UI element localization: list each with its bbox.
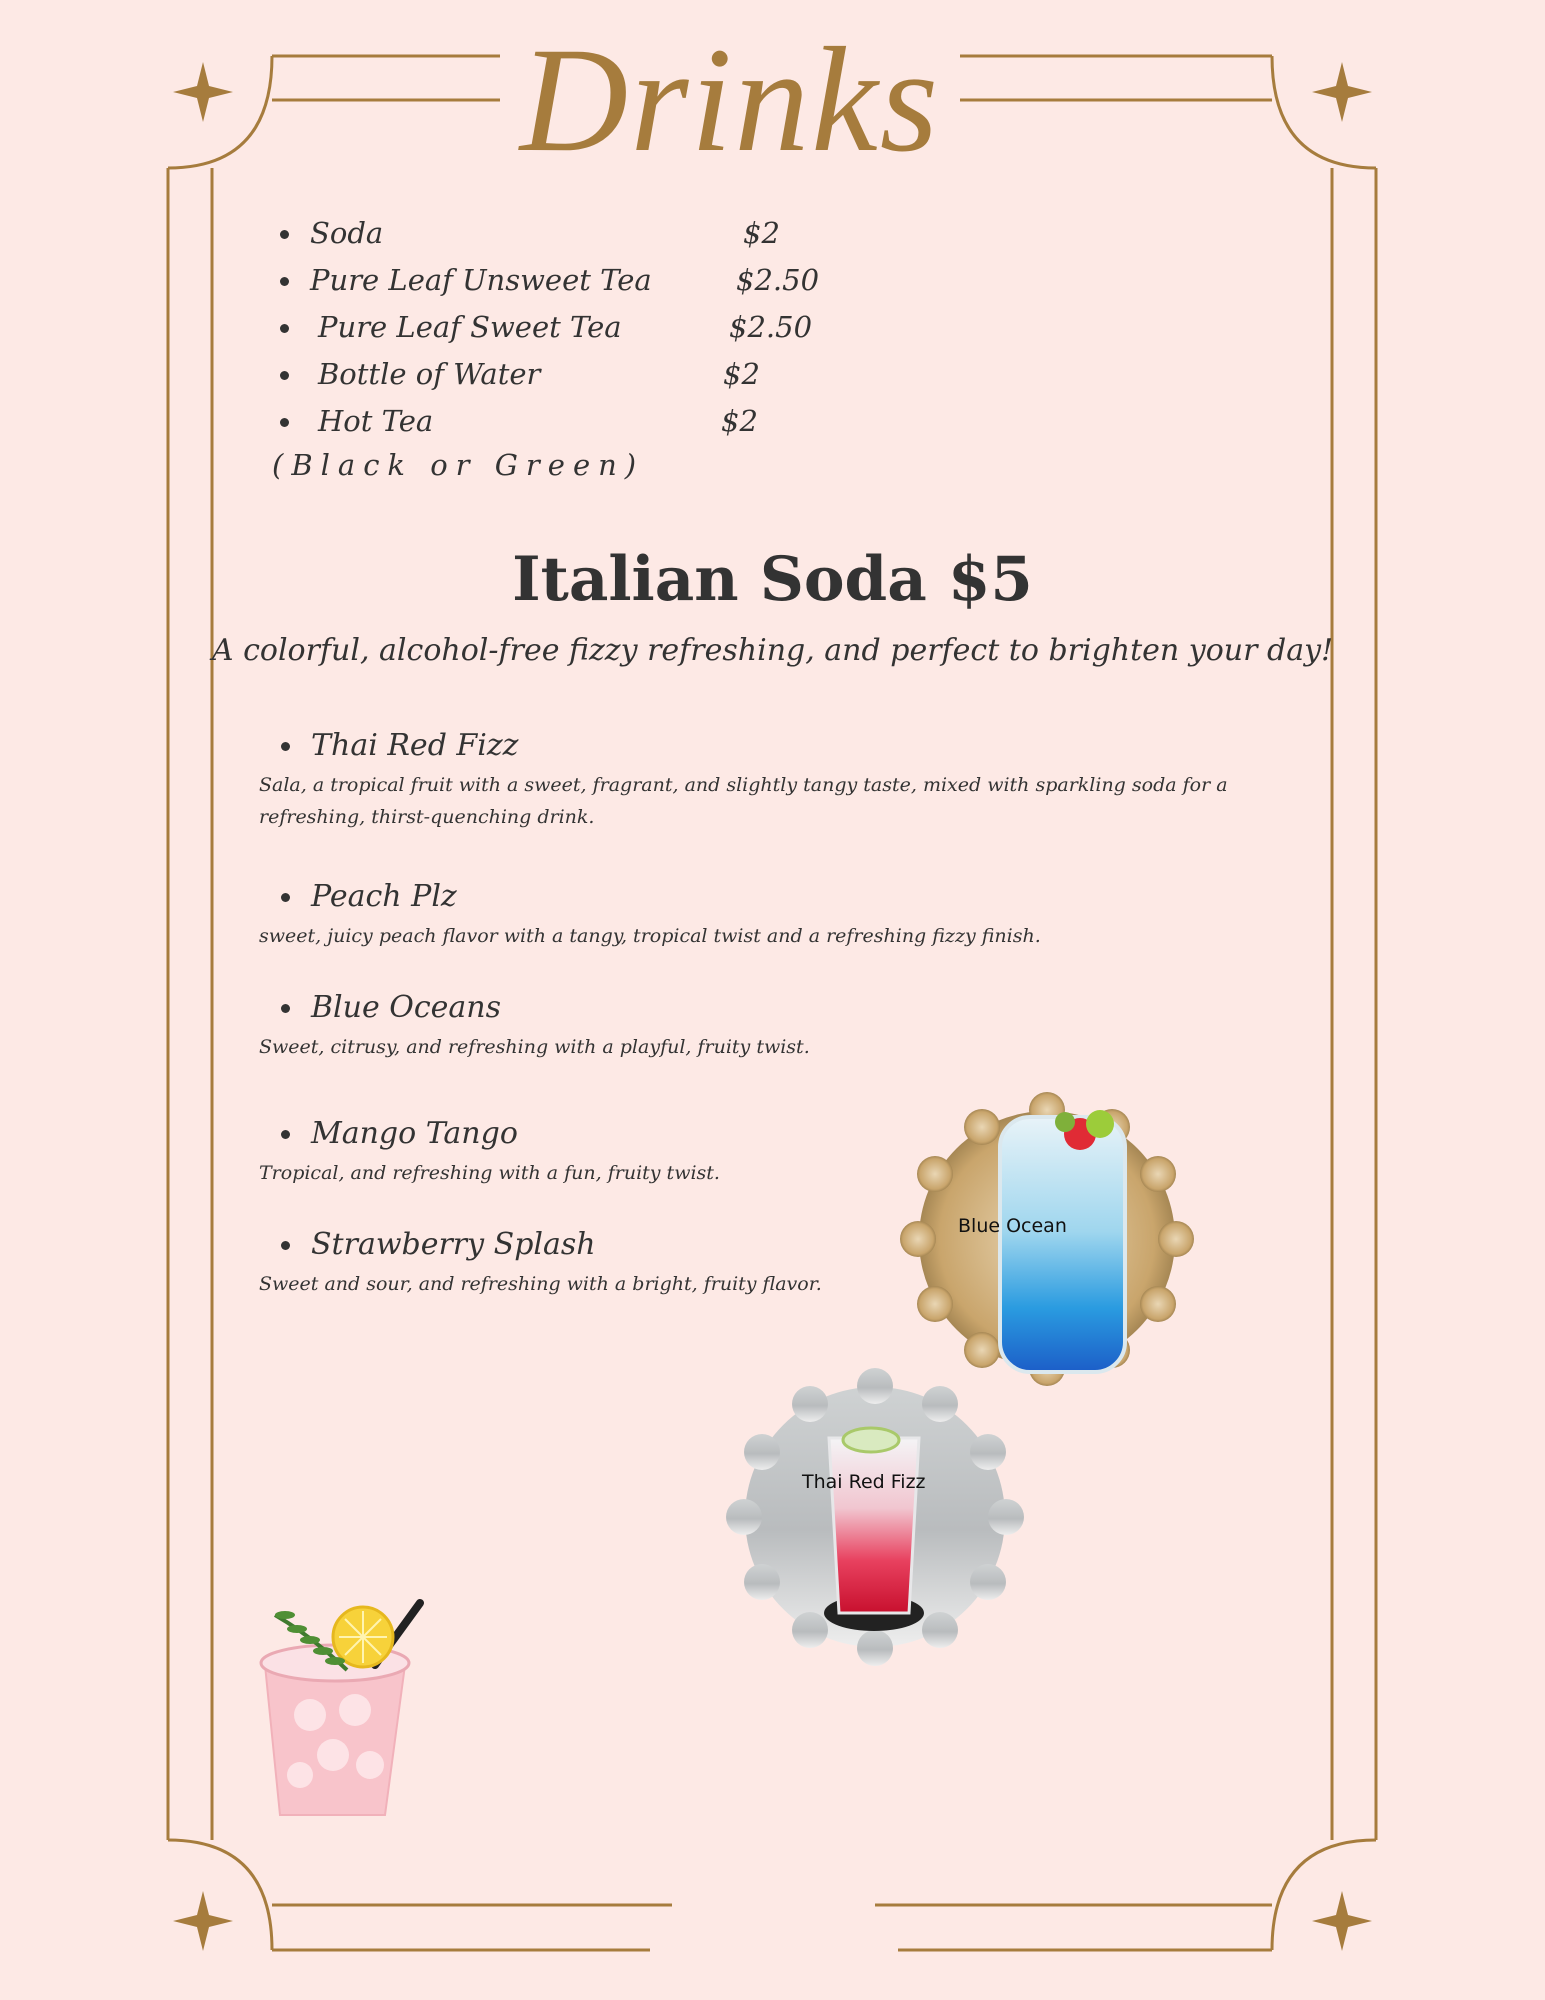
list-item [259,985,1319,1063]
photo-caption: Blue Ocean [958,1215,1067,1237]
bullet-icon [280,371,289,380]
bullet-icon [281,742,290,751]
list-item [260,210,860,257]
basic-drinks-list [260,210,860,445]
drink-name: Soda [310,216,384,250]
flavor-description: Tropical, and refreshing with a fun, fruity twist. [259,1162,720,1184]
drink-price: $2.50 [736,263,820,297]
flavor-description: Sala, a tropical fruit with a sweet, fragrant, and slightly tangy taste, mixed with sparkling soda for a refreshing, thirst-quenching drink. [259,774,1228,828]
thai-red-fizz-photo [726,1368,1024,1666]
star-icon [173,1891,233,1951]
bullet-icon [280,324,289,333]
drink-photo-image [726,1368,1024,1666]
bullet-icon [281,1241,290,1250]
blue-ocean-photo [900,1092,1195,1387]
section-heading: Italian Soda $5 [512,544,1033,615]
list-item [260,398,860,445]
flavor-name: Strawberry Splash [311,1227,596,1262]
pink-drink-illustration [255,1595,435,1825]
flavor-name: Blue Oceans [311,990,502,1025]
bullet-icon [281,1130,290,1139]
list-item [259,874,1319,952]
drink-price: $2 [743,216,780,250]
section-tagline: A colorful, alcohol-free fizzy refreshing, and perfect to brighten your day! [211,633,1334,668]
bullet-icon [280,277,289,286]
list-item [260,351,860,398]
drink-name: Pure Leaf Unsweet Tea [310,263,652,297]
star-icon [1312,62,1372,122]
drink-name: Pure Leaf Sweet Tea [318,310,622,344]
hot-tea-note: (Black or Green) [272,448,645,482]
drink-price: $2 [723,357,760,391]
page-title: Drinks [500,20,960,180]
bullet-icon [280,230,289,239]
photo-caption: Thai Red Fizz [802,1471,926,1493]
drink-name: Hot Tea [318,404,434,438]
drink-name: Bottle of Water [318,357,541,391]
list-item [260,304,860,351]
flavor-name: Thai Red Fizz [311,728,519,763]
flavor-name: Mango Tango [311,1116,518,1151]
list-item [260,257,860,304]
flavor-description: Sweet and sour, and refreshing with a bright, fruity flavor. [259,1273,822,1295]
drink-price: $2.50 [729,310,813,344]
flavor-description: Sweet, citrusy, and refreshing with a playful, fruity twist. [259,1036,810,1058]
star-icon [1312,1891,1372,1951]
drink-price: $2 [721,404,758,438]
star-icon [173,62,233,122]
bullet-icon [280,418,289,427]
list-item [259,723,1319,833]
drink-photo-image [900,1092,1195,1387]
flavor-description: sweet, juicy peach flavor with a tangy, tropical twist and a refreshing fizzy finish. [259,925,1041,947]
bullet-icon [281,1004,290,1013]
bullet-icon [281,893,290,902]
flavor-name: Peach Plz [311,879,457,914]
